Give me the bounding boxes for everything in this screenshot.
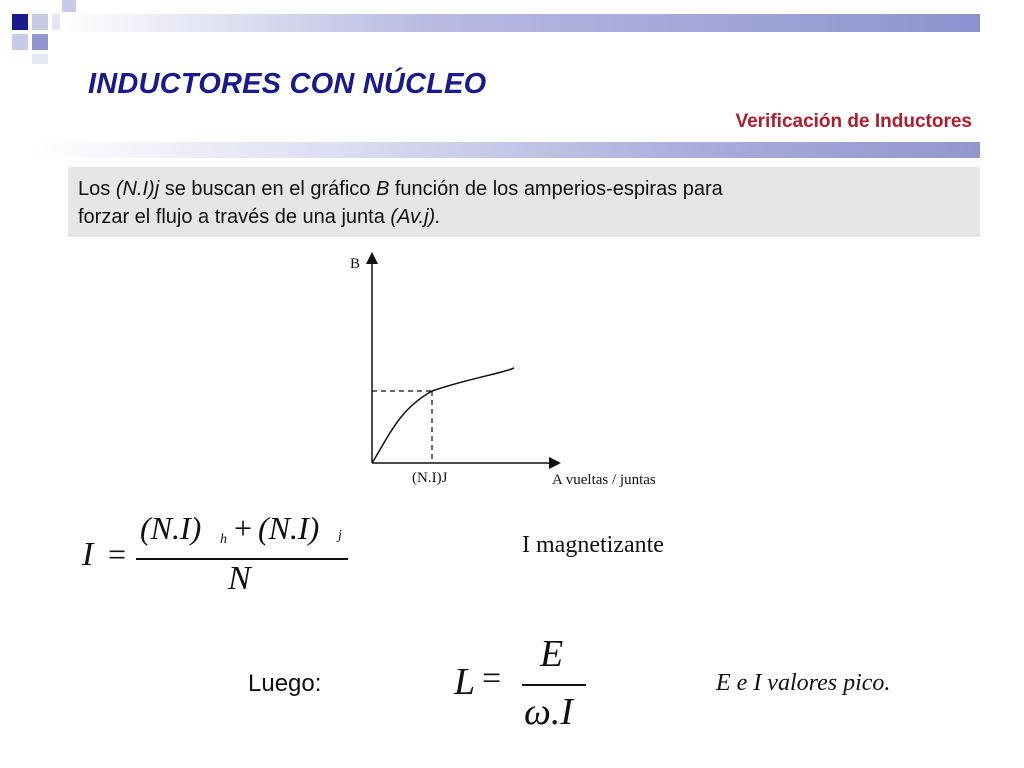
formula1-num-b: (N.I) xyxy=(258,510,320,546)
paragraph-text: forzar el flujo a través de una junta xyxy=(78,206,391,228)
top-gradient-bar xyxy=(60,14,980,32)
bh-curve xyxy=(372,368,514,463)
formula1-caption: I magnetizante xyxy=(522,532,664,558)
paragraph-term-avj: (Av.j). xyxy=(390,206,441,228)
formula2-den: ω.I xyxy=(524,691,573,733)
paragraph-text: función de los amperios-espiras para xyxy=(389,178,723,200)
formula1-lhs: I xyxy=(82,536,94,573)
paragraph-text: Los xyxy=(78,178,116,200)
slide-subtitle: Verificación de Inductores xyxy=(735,111,972,132)
slide-title: INDUCTORES CON NÚCLEO xyxy=(88,68,487,100)
corner-decoration xyxy=(0,0,80,64)
formula2-fraction-bar xyxy=(522,684,586,686)
formula1-sub-b: j xyxy=(338,528,342,543)
formula1-num-a: (N.I) xyxy=(140,510,202,546)
magnetization-graph xyxy=(330,248,700,493)
point-label: (N.I)J xyxy=(412,470,448,486)
y-axis-label: B xyxy=(350,256,361,272)
formula2-equals: = xyxy=(482,660,502,697)
header-divider xyxy=(30,142,980,158)
formula2-num: E xyxy=(540,633,564,675)
formula1-equals: = xyxy=(108,536,127,572)
x-axis-label: A vueltas / juntas xyxy=(552,472,656,488)
description-box xyxy=(68,167,980,237)
formula1-plus: + xyxy=(234,510,253,546)
paragraph-term-b: B xyxy=(375,178,390,200)
paragraph-text: se buscan en el gráfico xyxy=(159,178,376,200)
paragraph-term-nij: (N.I)j xyxy=(115,178,160,200)
formula1-sub-a: h xyxy=(220,532,227,547)
formula2-lhs: L xyxy=(454,661,476,703)
formula2-prefix: Luego: xyxy=(248,670,322,697)
formula1-den: N xyxy=(228,560,251,597)
formula2-caption: E e I valores pico. xyxy=(716,670,891,696)
